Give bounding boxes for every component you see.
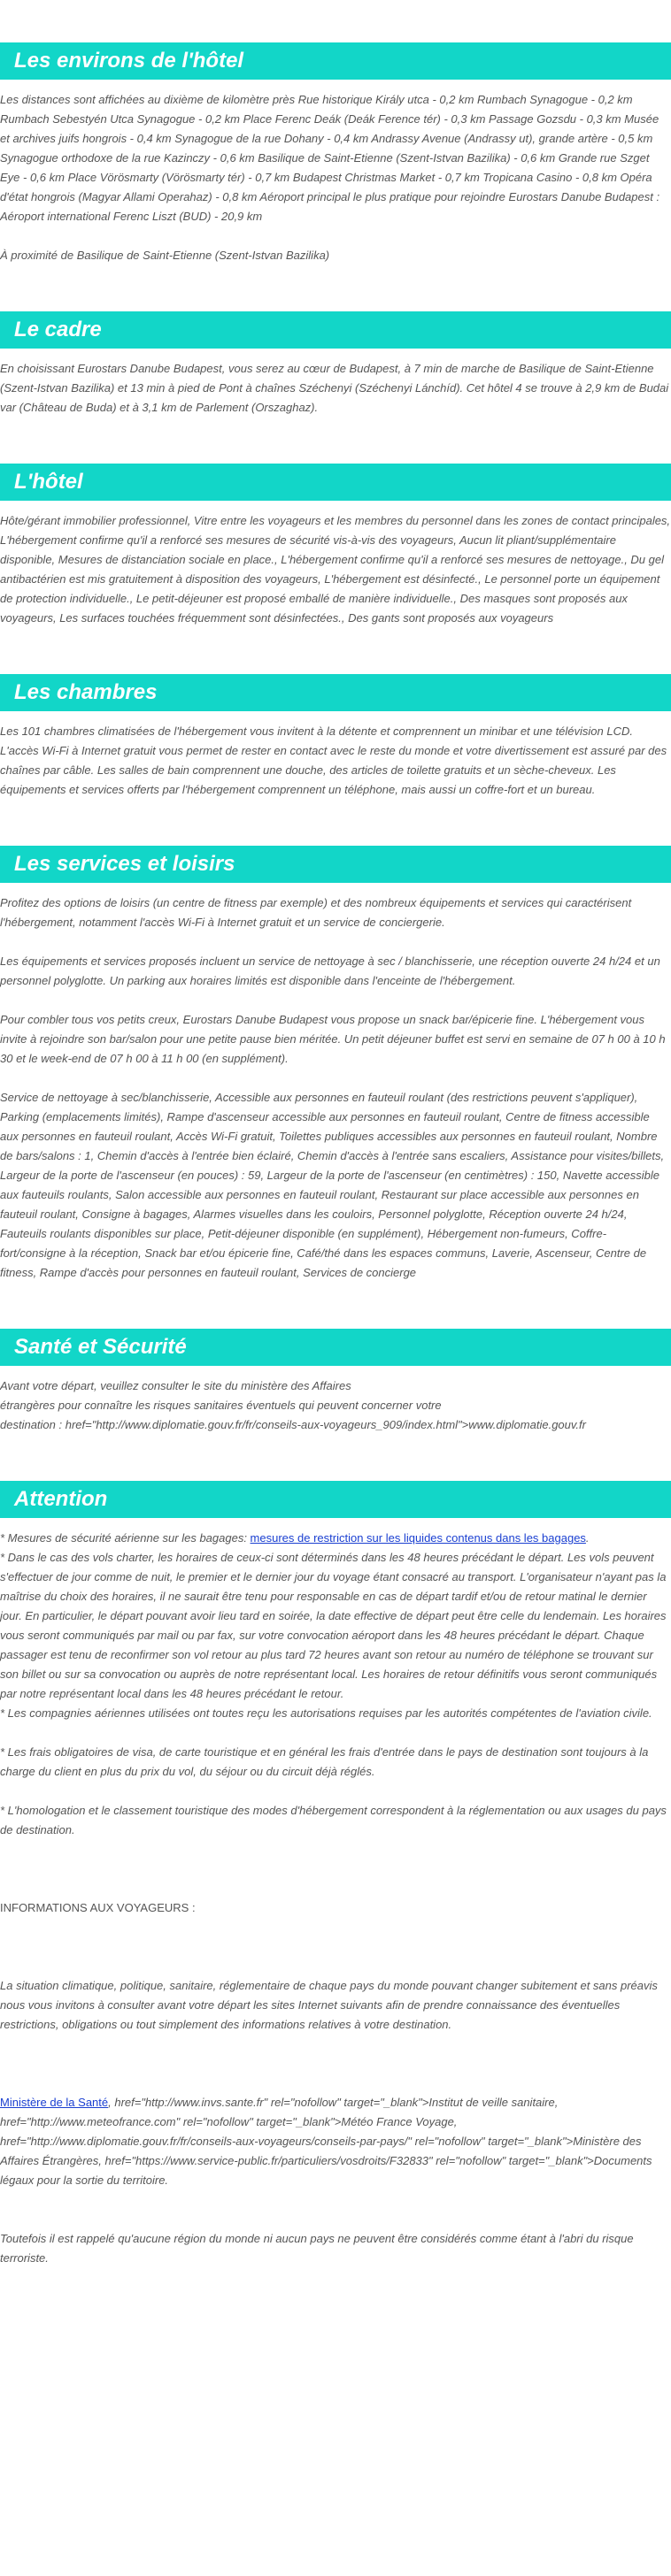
section-title-services: Les services et loisirs <box>0 846 671 883</box>
section-content-sante <box>0 1376 671 1435</box>
hotel-text: Hôte/gérant immobilier professionnel, Vitre entre les voyageurs et les membres du personnel dans les zones de contact principales, L'hébergement confirme qu'il a renforcé ses mesures de sécurité vis-à-vis des voyageurs, Aucun lit pliant/supplémentaire disponible, Mesures de distanciation sociale en place., L'hébergement confirme qu'il a renforcé ses mesures de nettoyage., Du gel antibactérien est mis gratuitement à disposition des voyageurs, L'hébergement est désinfecté., Le personnel porte un équipement de protection individuelle., Le petit-déjeuner est proposé emballé de manière individuelle., Des masques sont proposés aux voyageurs, Les surfaces touchées fréquemment sont désinfectées., Des gants sont proposés aux voyageurs <box>0 514 671 625</box>
sante-line-3: destination : href="http://www.diplomatie.gouv.fr/fr/conseils-aux-voyageurs_909/index.html">www.diplomatie.gouv.fr <box>0 1418 586 1431</box>
environs-proximity-text: À proximité de Basilique de Saint-Etienne (Szent-Istvan Bazilika) <box>0 249 330 262</box>
attention-charter-flights: * Dans le cas des vols charter, les horaires de ceux-ci sont déterminés dans les 48 heures précédant le départ. Les vols peuvent s'effectuer de jour comme de nuit, le premier et le dernier jour du voyage étant consacré au transport. L'organisateur n'ayant pas la maîtrise du choix des horaires, il ne saurait être tenu pour responsable en cas de départ tardif et/ou de retour matinal le dernier jour. En particulier, le départ pouvant avoir lieu tard en soirée, la date effective de départ peut être celle du lendemain. Les horaires vous seront communiqués par mail ou par fax, sur votre convocation aéroport dans les 48 heures précédant le départ. Chaque passager est tenu de reconfirmer son vol retour au plus tard 72 heures avant son retour au numéro de téléphone se trouvant sur son billet ou sur sa convocation ou auprès de notre représentant local. Les horaires de retour définitifs vous seront communiqués par notre représentant local dans les 48 heures précédant le retour. <box>0 1551 667 1700</box>
environs-distances-text: Les distances sont affichées au dixième de kilomètre près Rue historique Király utca - 0,2 km Rumbach Synagogue - 0,2 km Rumbach Sebestyén Utca Synagogue - 0,2 km Place Ferenc Deák (Deák Ference tér) - 0,3 km Passage Gozsdu - 0,3 km Musée et archives juifs hongrois - 0,4 km Synagogue de la rue Dohany - 0,4 km Andrassy Avenue (Andrassy ut), grande artère - 0,5 km Synagogue orthodoxe de la rue Kazinczy - 0,6 km Basilique de Saint-Etienne (Szent-Istvan Bazilika) - 0,6 km Grande rue Szget Eye - 0,6 km Place Vörösmarty (Vörösmarty tér) - 0,7 km Budapest Christmas Market - 0,7 km Tropicana Casino - 0,8 km Opéra d'état hongrois (Magyar Allami Operahaz) - 0,8 km Aéroport principal le plus pratique pour rejoindre Eurostars Danube Budapest : Aéroport international Ferenc Liszt (BUD) - 20,9 km <box>0 93 660 223</box>
attention-homologation: * L'homologation et le classement touristique des modes d'hébergement correspondent à la réglementation ou aux usages du pays de destination. <box>0 1804 667 1836</box>
section-title-environs: Les environs de l'hôtel <box>0 42 671 80</box>
section-cadre <box>0 311 671 418</box>
services-dining-text: Pour combler tous vos petits creux, Eurostars Danube Budapest vous propose un snack bar/épicerie fine. L'hébergement vous invite à rejoindre son bar/salon pour une petite pause bien méritée. Un petit déjeuner buffet est servi en semaine de 07 h 00 à 10 h 30 et le week-end de 07 h 00 à 11 h 00 (en supplément). <box>0 1013 666 1065</box>
section-title-hotel: L'hôtel <box>0 464 671 501</box>
section-title-attention: Attention <box>0 1481 671 1518</box>
section-chambres <box>0 674 671 800</box>
section-sante <box>0 1329 671 1435</box>
section-content-cadre <box>0 359 671 418</box>
attention-consult-text: nous vous invitons à consulter avant votre départ les sites Internet suivants afin de prendre connaissance des éventuelles restrictions, obligations ou tout simplement des informations relatives à votre destination. <box>0 1998 621 2031</box>
section-content-hotel <box>0 511 671 628</box>
section-hotel <box>0 464 671 628</box>
section-content-services <box>0 893 671 1283</box>
section-environs <box>0 42 671 265</box>
sante-line-1: Avant votre départ, veuillez consulter le site du ministère des Affaires <box>0 1379 351 1392</box>
attention-baggage-security <box>0 1529 671 1548</box>
section-attention <box>0 1481 671 2268</box>
sante-line-2: étrangères pour connaître les risques sanitaires éventuels qui peuvent concerner votre <box>0 1399 442 1412</box>
section-content-chambres <box>0 722 671 800</box>
section-title-chambres: Les chambres <box>0 674 671 711</box>
section-content-attention <box>0 1529 671 2268</box>
attention-links-rest: , href="http://www.invs.sante.fr" rel="nofollow" target="_blank">Institut de veille sanitaire, href="http://www.meteofrance.com" rel="nofollow" target="_blank">Météo France Voyage, href="http://www.diplomatie.gouv.fr/fr/conseils-aux-voyageurs/conseils-par-pays/" rel="nofollow" target="_blank">Ministère des Affaires Étrangères, href="https://www.service-public.fr/particuliers/vosdroits/F32833" rel="nofollow" target="_blank">Documents légaux pour la sortie du territoire. <box>0 2096 652 2187</box>
cadre-text: En choisissant Eurostars Danube Budapest, vous serez au cœur de Budapest, à 7 min de marche de Basilique de Saint-Etienne (Szent-Istvan Bazilika) et 13 min à pied de Pont à chaînes Széchenyi (Széchenyi Lánchíd). Cet hôtel 4 se trouve à 2,9 km de Budai var (Château de Buda) et à 3,1 km de Parlement (Orszaghaz). <box>0 362 669 414</box>
liquids-restriction-link[interactable]: mesures de restriction sur les liquides contenus dans les bagages <box>250 1531 586 1545</box>
services-leisure-text: Profitez des options de loisirs (un centre de fitness par exemple) et des nombreux équipements et services qui caractérisent l'hébergement, notamment l'accès Wi-Fi à Internet gratuit et un service de conciergerie. <box>0 896 632 929</box>
page <box>0 42 671 2268</box>
attention-situation-text: La situation climatique, politique, sanitaire, réglementaire de chaque pays du monde pouvant changer subitement et sans préavis <box>0 1979 658 1992</box>
services-equipment-text: Les équipements et services proposés incluent un service de nettoyage à sec / blanchisserie, une réception ouverte 24 h/24 et un personnel polyglotte. Un parking aux horaires limités est disponible dans l'enceinte de l'hébergement. <box>0 954 660 987</box>
attention-baggage-suffix: . <box>585 1531 590 1545</box>
ministere-sante-link[interactable]: Ministère de la Santé <box>0 2096 109 2109</box>
attention-links-text <box>0 2093 671 2190</box>
section-services <box>0 846 671 1283</box>
attention-baggage-prefix: * Mesures de sécurité aérienne sur les bagages: <box>0 1531 251 1545</box>
section-title-sante: Santé et Sécurité <box>0 1329 671 1366</box>
attention-airlines: * Les compagnies aériennes utilisées ont toutes reçu les autorisations requises par les autorités compétentes de l'aviation civile. <box>0 1706 652 1720</box>
services-amenities-list: Service de nettoyage à sec/blanchisserie, Accessible aux personnes en fauteuil roulant (des restrictions peuvent s'appliquer), Parking (emplacements limités), Rampe d'ascenseur accessible aux personnes en fauteuil roulant, Centre de fitness accessible aux personnes en fauteuil roulant, Accès Wi-Fi gratuit, Toilettes publiques accessibles aux personnes en fauteuil roulant, Nombre de bars/salons : 1, Chemin d'accès à l'entrée bien éclairé, Chemin d'accès à l'entrée sans escaliers, Assistance pour visites/billets, Largeur de la porte de l'ascenseur (en pouces) : 59, Largeur de la porte de l'ascenseur (en centimètres) : 150, Navette accessible aux fauteuils roulants, Salon accessible aux personnes en fauteuil roulant, Restaurant sur place accessible aux personnes en fauteuil roulant, Consigne à bagages, Alarmes visuelles dans les couloirs, Personnel polyglotte, Réception ouverte 24 h/24, Fauteuils roulants disponibles sur place, Petit-déjeuner disponible (en supplément), Hébergement non-fumeurs, Coffre-fort/consigne à la réception, Snack bar et/ou épicerie fine, Café/thé dans les espaces communs, Laverie, Ascenseur, Centre de fitness, Rampe d'accès pour personnes en fauteuil roulant, Services de concierge <box>0 1091 665 1279</box>
chambres-text: Les 101 chambres climatisées de l'hébergement vous invitent à la détente et comprennent un minibar et une télévision LCD. L'accès Wi-Fi à Internet gratuit vous permet de rester en contact avec le reste du monde et votre divertissement est assuré par des chaînes par câble. Les salles de bain comprennent une douche, des articles de toilette gratuits et un sèche-cheveux. Les équipements et services offerts par l'hébergement comprennent un téléphone, mais aussi un coffre-fort et un bureau. <box>0 724 667 796</box>
section-title-cadre: Le cadre <box>0 311 671 349</box>
travelers-info-heading: INFORMATIONS AUX VOYAGEURS : <box>0 1901 196 1914</box>
attention-visa-fees: * Les frais obligatoires de visa, de carte touristique et en général les frais d'entrée dans le pays de destination sont toujours à la charge du client en plus du prix du vol, du séjour ou du circuit déjà réglés. <box>0 1745 649 1778</box>
attention-terrorism-text: Toutefois il est rappelé qu'aucune région du monde ni aucun pays ne peuvent être considérés comme étant à l'abri du risque terroriste. <box>0 2232 634 2265</box>
section-content-environs <box>0 90 671 265</box>
